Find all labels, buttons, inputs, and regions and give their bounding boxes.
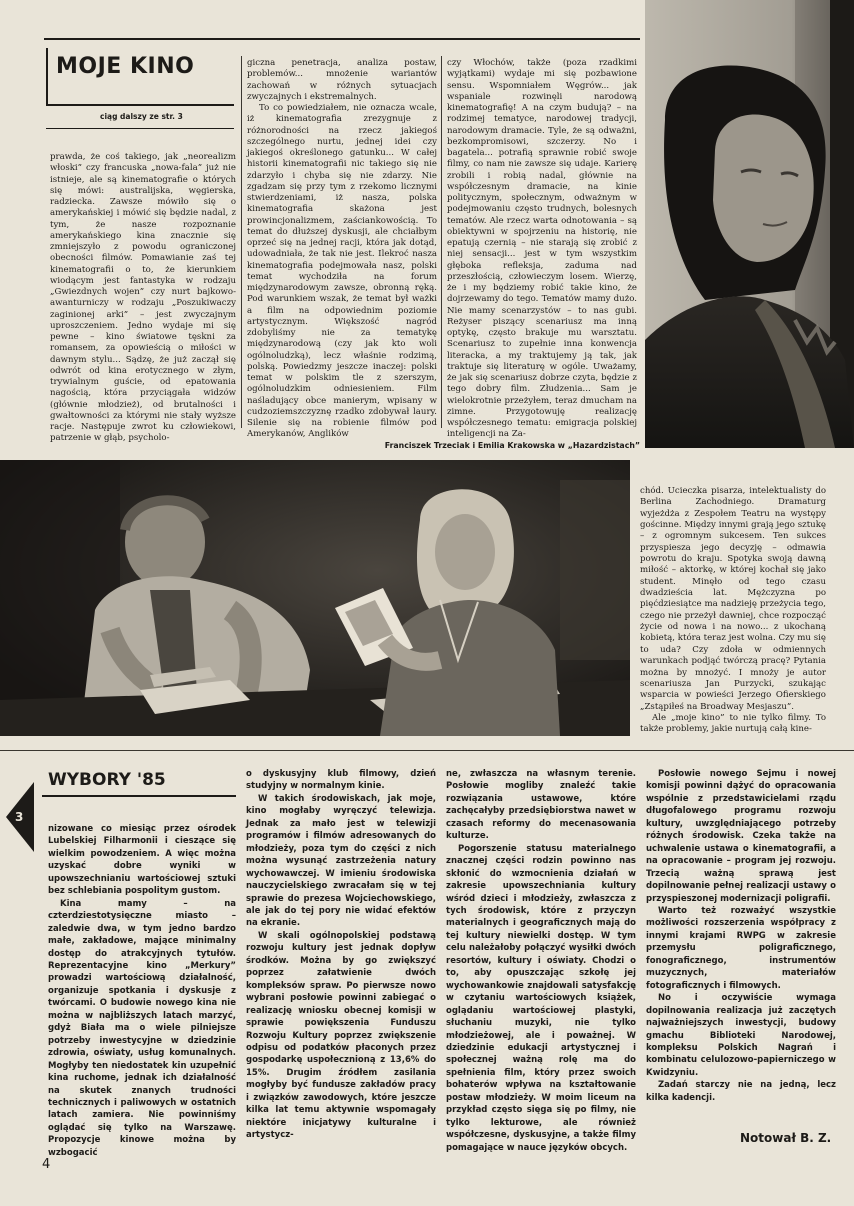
wybory-paragraph: Zadań starczy nie na jedną, lecz kilka kadencji. [646, 1080, 836, 1103]
kino-continued-note: ciąg dalszy ze str. 3 [100, 112, 183, 121]
portrait-photo [645, 0, 854, 448]
wybory-paragraph: Kina mamy – na czterdziestotysięczne miasto – zaledwie dwa, w tym jedno bardzo małe, zakładowe, mające minimalny dostęp do atrakcyjnych tytułów. Reprezentacyjne kino „Merkury” prowadzi wartościową działalność, organizuje spotkania i dyskusje z twórcami. O budowie nowego kina nie można w najbliższych latach marzyć, gdyż Biała ma o wiele pilniejsze potrzeby inwestycyjne w dziedzinie zdrowia, oświaty, usług komunalnych. Mogłyby ten niedostatek kin uzupełnić kina ruchome, jednak ich działalność na skutek znanych trudności technicznych i paliwowych w ostatnich latach zamiera. Nie powinniśmy oglądać się tylko na Warszawę. Propozycje kinowe można by wzbogacić [48, 898, 236, 1158]
main-photo-image [0, 460, 630, 736]
top-rule [44, 38, 640, 40]
kino-paragraph: chód. Ucieczka pisarza, intelektualisty do Berlina Zachodniego. Dramaturg wyjeżdża z Zespołem Teatru na występy gościnne. Między innymi grają jego sztukę – z ogromnym sukcesem. Ten sukces przyspiesza jego decyzję – odmawia powrotu do kraju. Spotyka swoją dawną miłość – aktorkę, w której kochał się jako student. Minęło od tego czasu dwadzieścia lat. Mężczyzna po pięćdziesiątce ma nadzieję przeżycia tego, czego nie przeżył dawniej, chce rozpocząć życie od nowa i na nowo... z ukochaną kobietą, która teraz jest wolna. Czy mu się to uda? Czy zdoła w odmiennych warunkach podjąć twórczą pracę? Pytania można by mnożyć. I mnoży je autor scenariusza Jan Purzycki, szukając wsparcia w powieści Jerzego Ofierskiego „Zstąpiłeś na Broadway Mesjaszu”. [640, 486, 826, 712]
kino-column-2 [247, 58, 437, 440]
wybory-title: WYBORY '85 [48, 770, 166, 790]
wybory-paragraph: ne, zwłaszcza na własnym terenie. Posłowie mogliby znaleźć takie rozwiązania ustawowe, które zachęcałyby przedsiębiorstwa nawet w czasach reformy do mecenasowania kulturze. [446, 769, 636, 842]
kino-paragraph: czy Włochów, także (poza rzadkimi wyjątkami) wydaje mi się pozbawione sensu. Wspomniałem Węgrów... jak wspaniale rozwinęli narodową kinematografię! A na czym budują? – na rodzimej tematyce, narodowej tradycji, narodowym dramacie. Tyle, że są odważni, bezkompromisowi, szczerzy. No i bagatela... potrafią sprawnie robić swoje filmy, co nam nie zawsze się udaje. Karierę zrobili i robią nadal, głównie na współczesnym dramacie, na kinie politycznym, społecznym, odważnym w podejmowaniu często trudnych, bolesnych tematów. Ale rzecz warta odnotowania – są obiektywni w spojrzeniu na historię, nie epatują czernią – nie starają się zrobić z niej sensacji... jest w tym wszystkim głęboka refleksja, zaduma nad przeszłością, człowieczym losem. Wierzę, że i my będziemy robić takie kino, że dojrzewamy do tego. Tematów mamy dużo. Nie mamy scenarzystów – to nas gubi. Reżyser piszący scenariusz ma inną optykę, często brakuje mu warsztatu. Scenariusz to zupełnie inna konwencja literacka, a my traktujemy ją tak, jak traktuje się literaturę w ogóle. Uważamy, że jak się scenariusz dobrze czyta, będzie z tego dobry film. Złudzenia... Sam je wielokrotnie przeżyłem, teraz dmucham na zimne. Przygotowuję realizację współczesnego tematu: emigracja polskiej inteligencji na Za- [447, 58, 637, 440]
author-signature: Notował B. Z. [740, 1131, 832, 1145]
column-separator [441, 56, 442, 428]
wybory-paragraph: Posłowie nowego Sejmu i nowej komisji powinni dążyć do opracowania wspólnie z przedstawicielami rządu długofalowego programu rozwoju kultury, uwzględniającego potrzeby różnych środowisk. Czeka także na uchwalenie ustawa o kinematografii, a na opracowanie – program jej rozwoju. Trzecią ważną sprawą jest dopilnowanie pełnej realizacji ustawy o przyspieszonej modernizacji poligrafii. [646, 769, 836, 904]
section-number: 3 [15, 810, 24, 824]
kino-paragraph: prawda, że coś takiego, jak „neorealizm włoski” czy francuska „nowa-fala” już nie istnieje, ale są kinematografie o których się mówi: australijska, węgierska, radziecka. Zawsze mówiło się o amerykańskiej i mówić się będzie nadal, z tym, że nasze rozpoznanie amerykańskiego kina znacznie się zmniejszyło z powodu ograniczonej obecności filmów. Pomawianie zaś tej kinematografii o to, że kierunkiem wiodącym jest fantastyka w rodzaju „Gwiezdnych wojen” czy nurt bajkowo-awanturniczy w rodzaju „Poszukiwaczy zaginionej arki” – jest zwyczajnym uproszczeniem. Jedno wydaje mi się pewne – kino światowe tęskni za romansem, za opowieścią o miłości w dawnym stylu... Sądzę, że już zaczął się odwrót od kina erotycznego w złym, trywialnym guście, od epatowania nagością, która przyciągała widzów (głównie młodzież), od brutalności i gwałtowności za którymi nie stały wyższe racje. Następuje zwrot ku człowiekowi, patrzenie w głąb, psycholo- [50, 152, 236, 444]
kino-column-4 [640, 486, 826, 734]
kino-column-1 [50, 152, 236, 444]
kino-title-box [46, 48, 234, 106]
wybory-column-4 [646, 768, 836, 1128]
kino-paragraph: To co powiedziałem, nie oznacza wcale, iż kinematografia zrezygnuje z różnorodności na rzecz jakiegoś szczególnego nurtu, jednej idei czy jakiegoś określonego gatunku... W całej historii kinematografii nic takiego się nie zdarzyło i chyba się nie zdarzy. Nie zgadzam się przy tym z rzekomo licznymi stwierdzeniami, iż nasza, polska kinematografia skażona jest prowincjonalizmem, zaściankowością. To temat do dłuższej dyskusji, ale chciałbym oprzeć się na jednej racji, która jak dotąd, udowadniała, że tak nie jest. Ilekroć nasza kinematografia podejmowała nasz, polski temat wychodziła na forum międzynarodowym zawsze, obronną ręką. Pod warunkiem wszak, że temat był ważki a film na odpowiednim poziomie artystycznym. Większość nagród zdobyliśmy nie za tematykę międzynarodową (czy jak kto woli ogólnoludzką), lecz właśnie rodzimą, polską. Powiedzmy jeszcze inaczej: polski temat w polskim tle z szerszym, ogólnoludzkim odniesieniem. Film naśladujący obce manierym, wpisany w cudzoziemszczyznę rzadko zdobywał laury. Silenie się na robienie filmów pod Amerykanów, Anglików [247, 103, 437, 440]
kino-paragraph: Ale „moje kino” to nie tylko filmy. To także problemy, jakie nurtują całą kine- [640, 712, 826, 735]
portrait-photo-image [645, 0, 854, 448]
wybory-column-3 [446, 768, 636, 1154]
wybory-paragraph: Warto też rozważyć wszystkie możliwości rozszerzenia współpracy z innymi krajami RWPG w zakresie przemysłu poligraficznego, fonograficznego, instrumentów muzycznych, materiałów fotograficznych i filmowych. [646, 905, 836, 991]
wybory-paragraph: W takich środowiskach, jak moje, kino mogłaby wyręczyć telewizja. Jednak za mało jest w telewizji programów i filmów adresowanych do młodzieży, poza tym do części z nich można wysunąć zastrzeżenia natury wychowawczej. W imieniu środowiska nauczycielskiego zwracałam się w tej sprawie do prezesa Wojciechowskiego, ale jak do tej pory nie widać efektów na ekranie. [246, 793, 436, 929]
kino-paragraph: giczna penetracja, analiza postaw, problemów... mnożenie wariantów zachowań w różnych sytuacjach zwyczajnych i ekstremalnych. [247, 58, 437, 102]
continued-rule [46, 128, 234, 129]
column-separator [241, 56, 242, 428]
main-photo [0, 460, 630, 736]
wybory-title-rule [42, 795, 236, 797]
section-divider [0, 750, 854, 751]
page-number: 4 [42, 1157, 51, 1172]
wybory-paragraph: Pogorszenie statusu materialnego znacznej części rodzin powinno nas skłonić do wzmocnienia działań w zakresie upowszechniania kultury wśród dzieci i młodzieży, zwłaszcza z tych środowisk, które z przyczyn materialnych i geograficznych mają do tej kultury niewielki dostęp. W tym celu należałoby połączyć wysiłki dwóch resortów, kultury i oświaty. Chodzi o to, aby opuszczając szkołę jej wychowankowie znajdowali satysfakcję w czytaniu wartościowych książek, oglądaniu wartościowej plastyki, słuchaniu muzyki, nie tylko młodzieżowej, ale i poważnej. W dziedzinie edukacji artystycznej i społecznej ważną rolę ma do spełnienia film, który przez swoich bohaterów wpływa na kształtowanie postaw młodzieży. W moim liceum na przykład często sięga się po filmy, nie tylko lekturowe, ale również współczesne, dyskusyjne, a także filmy pomagające w nauce języków obcych. [446, 843, 636, 1153]
kino-title: MOJE KINO [56, 54, 195, 79]
wybory-paragraph: o dyskusyjny klub filmowy, dzień studyjny w normalnym kinie. [246, 769, 436, 792]
kino-column-3 [447, 58, 637, 440]
wybory-column-2 [246, 768, 436, 1154]
wybory-column-1 [48, 823, 236, 1158]
wybory-paragraph: No i oczywiście wymaga dopilnowania realizacja już zaczętych najważniejszych inwestycji, budowy gmachu Biblioteki Narodowej, kompleksu Polskich Nagrań i kombinatu celulozowo-papierniczego w Kwidzyniu. [646, 993, 836, 1078]
photo-caption: Franciszek Trzeciak i Emilia Krakowska w „Hazardzistach” [384, 441, 640, 450]
wybory-paragraph: W skali ogólnopolskiej podstawą rozwoju kultury jest jednak dopływ środków. Można by go zwiększyć poprzez załatwienie dwóch kompleksów spraw. Po pierwsze nowo wybrani posłowie powinni zabiegać o realizację wniosku obecnej komisji w sprawie powiększenia Funduszu Rozwoju Kultury poprzez zwiększenie odpisu od podatków płaconych przez gospodarkę uspołecznioną z 13,6% do 15%. Drugim źródłem zasilania mogłyby być fundusze zakładów pracy i związków zawodowych, które jeszcze kilka lat temu aktywnie wspomagały niektóre inicjatywy kulturalne i artystycz- [246, 930, 436, 1141]
wybory-paragraph: nizowane co miesiąc przez ośrodek Lubelskiej Filharmonii i cieszące się wielkim powodzeniem. A więc można uzyskać dobre wyniki w upowszechnianiu wartościowej sztuki bez schlebiania pospolitym gustom. [48, 824, 236, 897]
